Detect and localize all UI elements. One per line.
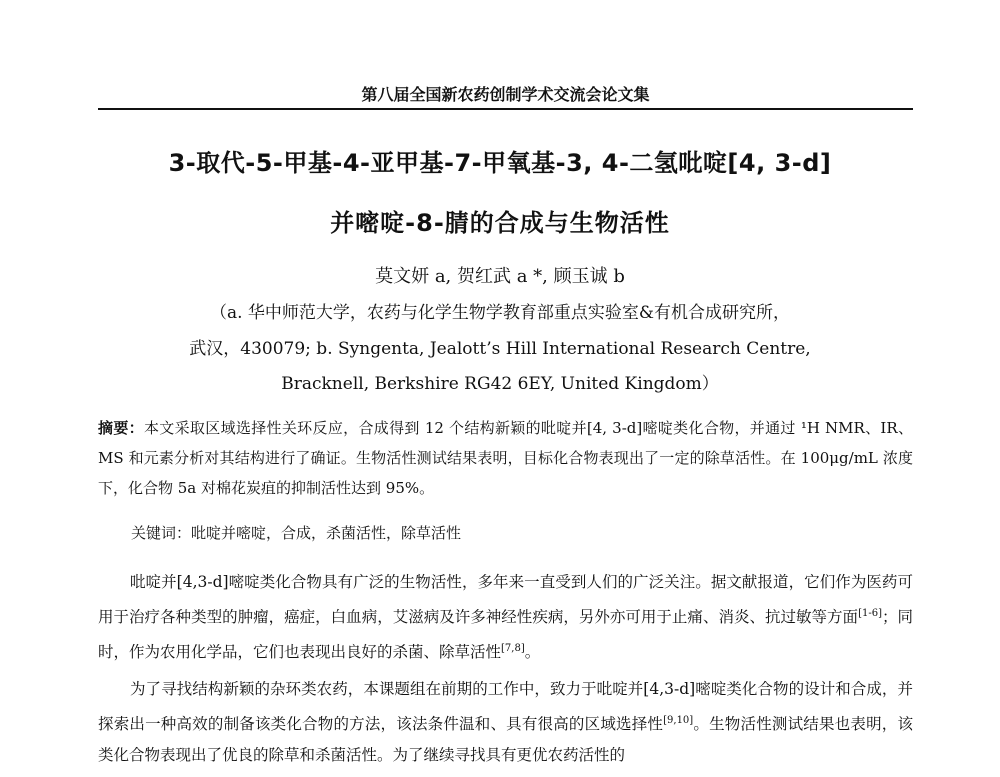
abstract-label: 摘要： [98,419,144,437]
citation: [7,8] [501,643,525,655]
keywords: 关键词：吡啶并嘧啶，合成，杀菌活性，除草活性 [131,524,462,542]
affiliation-line-2: 武汉，430079; b. Syngenta, Jealott’s Hill International Research Centre, [189,339,811,359]
citation: [9,10] [663,715,694,727]
paragraph-1-text: 吡啶并[4,3-d]嘧啶类化合物具有广泛的生物活性，多年来一直受到人们的广泛关注。据文献报道，它们作为医药可用于治疗各种类型的肿瘤，癌症，白血病，艾滋病及许多神经性疾病，另外亦可用于止痛、消炎、抗过敏等方面 [98,573,913,627]
paper-title-line-2: 并嘧啶-8-腈的合成与生物活性 [330,209,670,237]
affiliation-line-1: （a. 华中师范大学，农药与化学生物学教育部重点实验室&有机合成研究所， [209,303,791,323]
paragraph-1 [98,567,913,668]
affiliation-line-3: Bracknell, Berkshire RG42 6EY, United Kingdom） [281,374,719,394]
citation: [1-6] [858,608,882,619]
paper-title-line-1: 3-取代-5-甲基-4-亚甲基-7-甲氧基-3, 4-二氢吡啶[4, 3-d] [168,149,832,177]
paragraph-1-text-3: 。 [524,643,541,662]
abstract-text: 本文采取区域选择性关环反应，合成得到 12 个结构新颖的吡啶并[4, 3-d]嘧啶类化合物，并通过 ¹H NMR、IR、MS 和元素分析对其结构进行了确证。生物活性测试结果表明，目标化合物表现出了一定的除草活性。在 100μg/mL 浓度下，化合物 5a 对棉花炭疽的抑制活性达到 95%。 [98,419,913,497]
proceedings-header: 第八届全国新农药创制学术交流会论文集 [361,85,650,104]
body-text [98,567,913,777]
abstract [98,413,913,503]
paragraph-2-text: 为了寻找结构新颖的杂环类农药，本课题组在前期的工作中，致力于吡啶并[4,3-d]嘧啶类化合物的设计和合成，并探索出一种高效的制备该类化合物的方法，该法条件温和、具有很高的区域选择性 [98,680,913,734]
paragraph-2-text-2: 。生物活性测试结果也表明，该类化合物表现出了优良的除草和杀菌活性。为了继续寻找具有更优农药活性的 [98,715,913,765]
author-list: 莫文妍 a, 贺红武 a *, 顾玉诚 b [375,266,625,287]
header-rule [98,108,913,110]
paragraph-2 [98,674,913,771]
paragraph-1-text-2: ；同时，作为农用化学品，它们也表现出良好的杀菌、除草活性 [98,608,913,662]
